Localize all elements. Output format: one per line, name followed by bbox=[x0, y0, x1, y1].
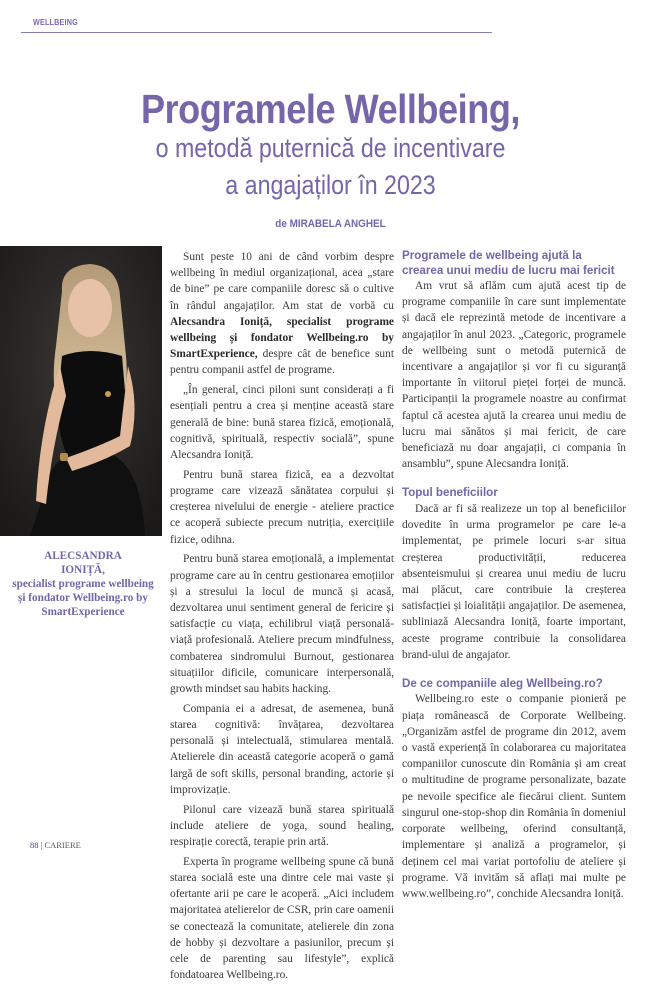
caption-name: ALECSANDRA bbox=[44, 550, 122, 562]
article-title: Programele Wellbeing, bbox=[140, 86, 521, 132]
section-heading: Programele de wellbeing ajută la crearea unui mediu de lucru mai fericit bbox=[402, 249, 615, 277]
section-heading: De ce companiile aleg Wellbeing.ro? bbox=[402, 676, 603, 690]
publication-name: CARIERE bbox=[44, 840, 81, 850]
caption-role: specialist programe wellbeing și fondator Wellbeing.ro by SmartExperience bbox=[12, 578, 154, 618]
header-divider bbox=[21, 32, 492, 33]
paragraph: „În general, cinci piloni sunt considerați a fi esențiali pentru a crea și menține această stare generală de bine: bună starea fizică, emoțională, cognitivă, spirituală, respectiv socială”, spune Alecsandra Ioniță. bbox=[170, 384, 394, 462]
paragraph: Am vrut să aflăm cum ajută acest tip de programe companiile în care sunt implementate și dacă ele reprezintă metode de incentivare a angajaților în anul 2023. „Categoric, programele de wellbeing sunt o metodă puternică de incentivare a angajaților și vor fi cu siguranță importante în viitorul pieței forței de muncă. Participanții la programele noastre au confirmat faptul că acestea ajută la crearea unui mediu de lucru mai sănătos și mai fericit, de care beneficiază nu doar angajații, ci compania în ansamblu”, spune Alecsandra Ioniță. bbox=[402, 280, 626, 471]
byline: de MIRABELA ANGHEL bbox=[275, 218, 386, 230]
article-subtitle-line1: o metodă puternică de incentivare bbox=[155, 133, 506, 163]
portrait-photo bbox=[0, 246, 162, 536]
paragraph: Wellbeing.ro este o companie pionieră pe piața românească de Corporate Wellbeing. „Organizăm astfel de programe din 2012, avem o vastă experiență în colaborarea cu majoritatea companiilor cunoscute din România și am creat o multitudine de programe personalizate, bazate pe nevoile specifice ale fiecărui client. Suntem singurul one-stop-shop din România în domeniul corporate wellbeing, oferind consultanță, implementare și analiză a programelor, și deținem cel mai variat portofoliu de ateliere și programe. Vă invităm să aflați mai multe pe www.wellbeing.ro”, conchide Alecsandra Ioniță. bbox=[402, 693, 626, 900]
paragraph: Pentru bună starea emoțională, a implementat programe care au în centru gestionarea emoțiilor și a stresului la locul de muncă și acasă, dezvoltarea unui sentiment general de fericire și satisfacție cu viața, echilibrul viață personală-viață profesională. Ateliere precum mindfulness, combaterea sindromului Burnout, gestionarea situațiilor dificile, comunicare interpersonală, growth mindset sau habits hacking. bbox=[170, 553, 394, 696]
paragraph: Compania ei a adresat, de asemenea, bună starea cognitivă: învățarea, dezvoltarea personală și intelectuală, stimularea mentală. Atelierele din această categorie acoperă o gamă largă de soft skills, personal branding, actorie și improvizație. bbox=[170, 702, 394, 796]
paragraph: Pentru bună starea fizică, ea a dezvoltat programe care vizează sănătatea corpului și creșterea nivelului de energie - ateliere practice ce acoperă subiecte precum nutriția, exercițiile fizice, odihna. bbox=[170, 468, 394, 546]
paragraph: Pilonul care vizează bună starea spirituală include ateliere de yoga, sound healing, respirație corectă, terapie prin artă. bbox=[170, 803, 394, 849]
page-footer bbox=[30, 840, 81, 850]
intro-paragraph: Sunt peste 10 ani de când vorbim despre wellbeing în mediul organizațional, acea „stare de bine” pe care companiile doresc să o cultive în rândul angajaților. Am stat de vorbă cu Alecsandra Ioniță, specialist programe wellbeing și fondator Wellbeing.ro by SmartExperience, despre cât de benefice sunt pentru companii astfel de programe. bbox=[170, 251, 394, 377]
caption-surname: IONIȚĂ, bbox=[61, 564, 105, 576]
article-subtitle-line2: a angajaților în 2023 bbox=[225, 170, 436, 200]
footer-separator: | bbox=[40, 840, 43, 850]
paragraph: Experta în programe wellbeing spune că bună starea socială este una dintre cele mai vaste și ofertante arii pe care le acoperă. „Aici includem majoritatea atelierelor de CSR, prin care oamenii se conectează la comunitate, atelierele din zona de hobby și dezvoltare a pasiunilor, precum și cele de parenting sau lifestyle”, explică fondatoarea Wellbeing.ro. bbox=[170, 855, 394, 982]
paragraph: Dacă ar fi să realizeze un top al beneficiilor dovedite în urma programelor pe care le-a implementat, pe primele locuri s-ar situa creșterea productivității, reducerea absenteismului și crearea unui mediu de lucru mai plăcut, care contribuie la creșterea satisfacției și loialității angajaților. De asemenea, subliniază Alecsandra Ioniță, foarte important, aceste programe contribuie la consolidarea brand-ului de angajator. bbox=[402, 502, 626, 661]
article-column-1 bbox=[170, 249, 394, 987]
photo-caption bbox=[8, 549, 158, 619]
section-heading: Topul beneficiilor bbox=[402, 486, 498, 500]
article-column-2 bbox=[402, 249, 626, 906]
section-label: WELLBEING bbox=[33, 17, 78, 27]
page-number: 88 bbox=[30, 840, 39, 850]
interviewee-highlight: Alecsandra Ioniță, specialist programe wellbeing și fondator Wellbeing.ro by SmartExperience, bbox=[170, 315, 394, 361]
